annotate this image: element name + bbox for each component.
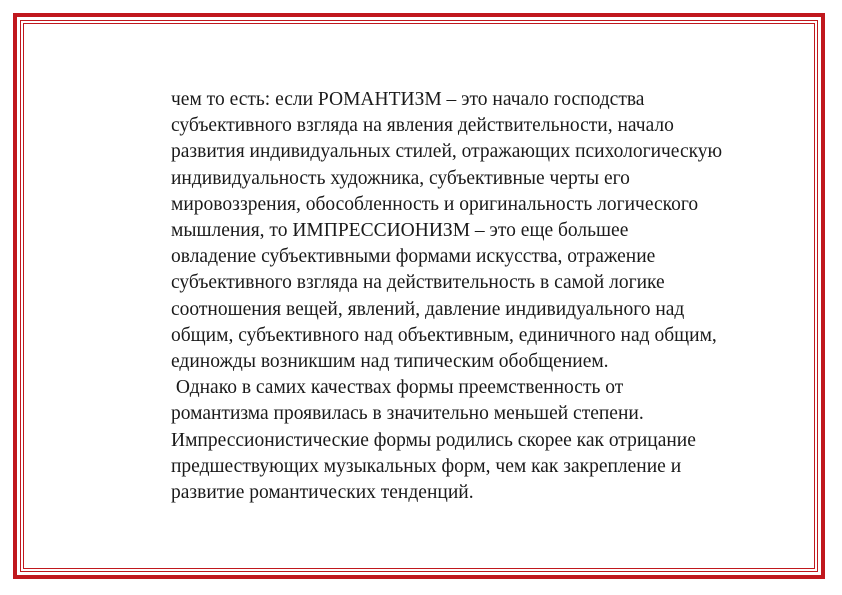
text-line: Однако в самих качествах формы преемственность от bbox=[171, 377, 624, 399]
text-line: чем то есть: если РОМАНТИЗМ – это начало господства bbox=[171, 89, 645, 110]
text-line: мышления, то ИМПРЕССИОНИЗМ – это еще большее bbox=[171, 220, 629, 242]
text-line: единожды возникшим над типическим обобщением. bbox=[171, 351, 609, 373]
text-line: предшествующих музыкальных форм, чем как закрепление и bbox=[171, 455, 682, 477]
text-line: Импрессионистические формы родились скорее как отрицание bbox=[171, 429, 696, 451]
text-line: развитие романтических тенденций. bbox=[171, 482, 474, 504]
text-line: овладение субъективными формами искусства, отражение bbox=[171, 246, 656, 268]
text-line: соотношения вещей, явлений, давление индивидуального над bbox=[171, 298, 685, 320]
text-line: индивидуальность художника, субъективные черты его bbox=[171, 167, 630, 189]
text-line: субъективного взгляда на явления действительности, начало bbox=[171, 115, 674, 137]
body-text bbox=[171, 87, 791, 506]
text-line: общим, субъективного над объективным, единичного над общим, bbox=[171, 324, 717, 346]
text-line: субъективного взгляда на действительность в самой логике bbox=[171, 272, 665, 294]
text-line: мировоззрения, обособленность и оригинальность логического bbox=[171, 193, 699, 215]
text-line: развития индивидуальных стилей, отражающих психологическую bbox=[171, 141, 723, 163]
text-line: романтизма проявилась в значительно меньшей степени. bbox=[171, 403, 644, 425]
